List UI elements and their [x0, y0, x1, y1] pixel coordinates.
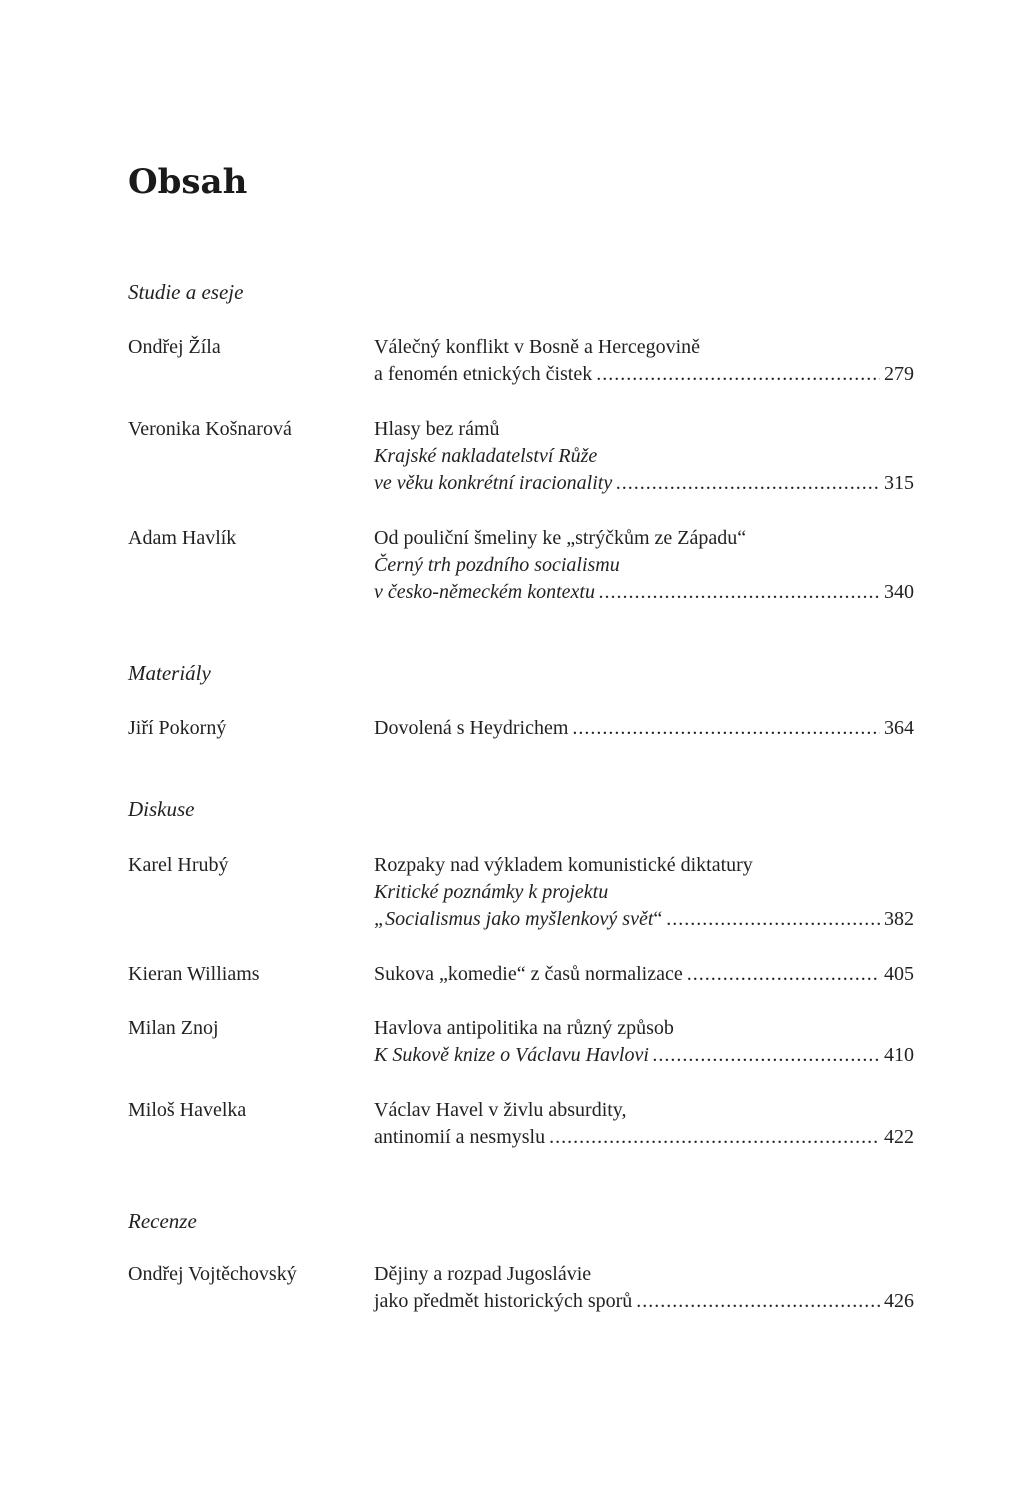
entry-title-line: Rozpaky nad výkladem komunistické diktatury [374, 854, 753, 876]
section-heading-recenze: Recenze [128, 1209, 197, 1233]
entry-last-line [374, 1124, 914, 1151]
page-number: 315 [884, 472, 914, 494]
entry-author: Milan Znoj [128, 1017, 219, 1039]
entry-last-line [374, 1042, 914, 1069]
leader-dots [599, 579, 880, 606]
entry-title-line: Václav Havel v živlu absurdity, [374, 1099, 627, 1121]
entry-title-tail: antinomií a nesmyslu [374, 1126, 546, 1148]
entry-title-tail: Dovolená s Heydrichem [374, 717, 569, 739]
entry-author: Jiří Pokorný [128, 717, 227, 739]
entry-author: Miloš Havelka [128, 1099, 247, 1121]
section-heading-materialy: Materiály [128, 661, 211, 685]
entry-last-line [374, 1288, 914, 1315]
entry-last-line [374, 961, 914, 988]
entry-subtitle-italic: „Socialismus jako myšlenkový svět [374, 908, 654, 930]
page-title: Obsah [128, 162, 248, 202]
entry-title-tail: jako předmět historických sporů [374, 1290, 633, 1312]
page-number: 426 [884, 1290, 914, 1312]
entry-last-line [374, 715, 914, 742]
page-number: 422 [884, 1126, 914, 1148]
page-number: 410 [884, 1044, 914, 1066]
entry-last-line [374, 361, 914, 388]
entry-title-line: Hlasy bez rámů [374, 418, 500, 440]
entry-title-line: Od pouliční šmeliny ke „strýčkům ze Západu“ [374, 527, 747, 549]
entry-last-line [374, 579, 914, 606]
leader-dots [549, 1124, 880, 1151]
entry-subtitle-tail: ve věku konkrétní iracionality [374, 472, 613, 494]
section-heading-studie: Studie a eseje [128, 280, 244, 304]
entry-subtitle-line: Krajské nakladatelství Růže [374, 445, 598, 467]
closing-quote: “ [653, 908, 663, 930]
entry-title-line: Dějiny a rozpad Jugoslávie [374, 1263, 592, 1285]
page-number: 382 [884, 908, 914, 930]
entry-subtitle-tail [374, 906, 662, 933]
entry-subtitle-line: Kritické poznámky k projektu [374, 881, 609, 903]
page-number: 340 [884, 581, 914, 603]
leader-dots [572, 715, 880, 742]
entry-author: Ondřej Vojtěchovský [128, 1263, 297, 1285]
entry-last-line [374, 470, 914, 497]
leader-dots [653, 1042, 880, 1069]
page-number: 405 [884, 963, 914, 985]
entry-title-tail: Sukova „komedie“ z časů normalizace [374, 963, 683, 985]
leader-dots [616, 470, 880, 497]
entry-subtitle-tail: v česko-německém kontextu [374, 581, 595, 603]
section-heading-diskuse: Diskuse [128, 797, 195, 821]
entry-title-tail: a fenomén etnických čistek [374, 363, 593, 385]
page-number: 279 [884, 363, 914, 385]
entry-title-line: Válečný konflikt v Bosně a Hercegovině [374, 336, 701, 358]
entry-author: Ondřej Žíla [128, 336, 221, 358]
entry-author: Kieran Williams [128, 963, 260, 985]
page-number: 364 [884, 717, 914, 739]
entry-title-line: Havlova antipolitika na různý způsob [374, 1017, 674, 1039]
entry-subtitle-tail: K Sukově knize o Václavu Havlovi [374, 1044, 649, 1066]
leader-dots [666, 906, 880, 933]
leader-dots [596, 361, 880, 388]
entry-last-line [374, 906, 914, 933]
entry-author: Adam Havlík [128, 527, 237, 549]
leader-dots [636, 1288, 880, 1315]
entry-author: Veronika Košnarová [128, 418, 292, 440]
entry-author: Karel Hrubý [128, 854, 229, 876]
leader-dots [687, 961, 880, 988]
entry-subtitle-line: Černý trh pozdního socialismu [374, 554, 620, 576]
